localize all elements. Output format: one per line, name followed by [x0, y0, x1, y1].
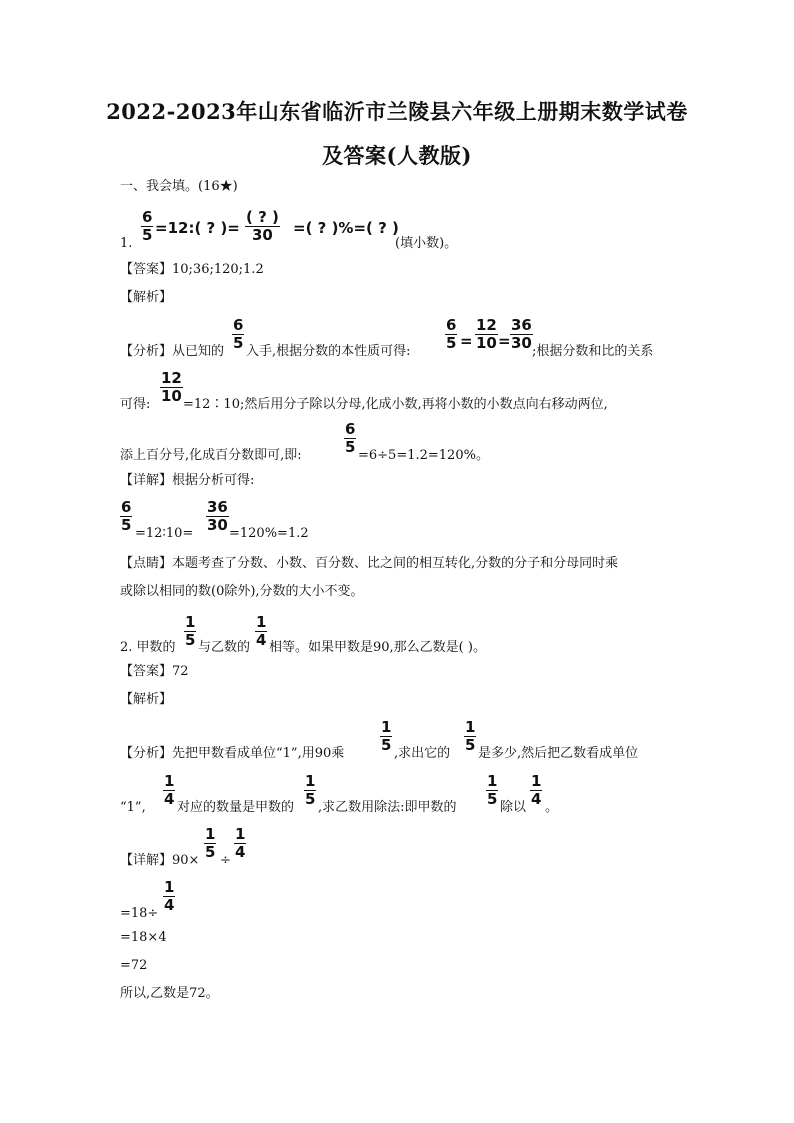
denominator: 10	[476, 334, 497, 352]
denominator: 5	[465, 736, 476, 754]
fraction	[464, 719, 476, 754]
fraction	[206, 499, 229, 534]
q2-analysis-label: 【解析】	[120, 692, 173, 707]
doc-title-line1: 2022-2023年山东省临沂市兰陵县六年级上册期末数学试卷	[106, 99, 688, 124]
q1-detail-text: =120%=1.2	[229, 526, 309, 541]
fraction	[530, 773, 542, 808]
q2-step: =18×4	[120, 930, 167, 945]
q2-analysis-text: 对应的数量是甲数的	[177, 800, 295, 815]
numerator: 1	[185, 613, 196, 631]
q2-stem: 相等。如果甲数是90,那么乙数是( )。	[269, 640, 486, 655]
numerator: 1	[205, 825, 216, 843]
q2-analysis-text: ,求出它的	[394, 746, 451, 761]
numerator: 6	[121, 498, 132, 516]
q1-analysis-label: 【解析】	[120, 290, 173, 305]
denominator: 5	[185, 631, 196, 649]
q1-analysis-text: =12∶10;然后用分子除以分母,化成小数,再将小数的小数点向右移动两位,	[183, 397, 608, 412]
numerator: 1	[164, 878, 175, 896]
denominator: 5	[142, 226, 153, 244]
numerator: 1	[531, 772, 542, 790]
numerator: 6	[345, 420, 356, 438]
q1-answer: 【答案】10;36;120;1.2	[120, 262, 264, 277]
q2-stem: 与乙数的	[198, 640, 251, 655]
numerator: 6	[142, 208, 153, 226]
denominator: 5	[381, 736, 392, 754]
doc-title-line2: 及答案(人教版)	[322, 143, 472, 168]
numerator: ( ? )	[246, 208, 279, 226]
fraction	[486, 773, 498, 808]
fraction	[510, 317, 533, 352]
fraction	[163, 773, 175, 808]
q1-remark: 或除以相同的数(0除外),分数的大小不变。	[120, 584, 364, 599]
q1-analysis-text: =6÷5=1.2=120%。	[358, 448, 489, 463]
fraction	[304, 773, 316, 808]
divide-sign: ÷	[220, 853, 231, 868]
fraction	[232, 317, 244, 352]
numerator: 1	[381, 718, 392, 736]
fraction	[380, 719, 392, 754]
fraction	[255, 614, 267, 649]
fraction	[141, 209, 153, 244]
q1-analysis-text: 可得:	[120, 397, 151, 412]
q1-remark: 【点睛】本题考查了分数、小数、百分数、比之间的相互转化,分数的分子和分母同时乘	[120, 556, 619, 571]
denominator: 5	[121, 516, 132, 534]
q1-detail-text: =12∶10=	[135, 526, 194, 541]
q1-expression-a: =12:( ? )=	[155, 219, 240, 237]
fraction	[204, 826, 216, 861]
q2-stem: 2. 甲数的	[120, 640, 176, 655]
denominator: 30	[511, 334, 532, 352]
q1-note: (填小数)。	[395, 236, 458, 251]
equals-sign: =	[498, 332, 511, 350]
fraction	[184, 614, 196, 649]
q1-number: 1.	[120, 236, 133, 251]
q1-analysis-text: 入手,根据分数的本性质可得:	[246, 344, 411, 359]
denominator: 5	[233, 334, 244, 352]
denominator: 5	[446, 334, 457, 352]
fraction	[344, 421, 356, 456]
numerator: 12	[476, 316, 497, 334]
numerator: 1	[465, 718, 476, 736]
q2-conclusion: 所以,乙数是72。	[120, 986, 219, 1001]
denominator: 5	[345, 438, 356, 456]
numerator: 1	[235, 825, 246, 843]
q1-detail-label: 【详解】根据分析可得:	[120, 473, 255, 488]
denominator: 4	[531, 790, 542, 808]
q1-analysis-text: 【分析】从已知的	[120, 344, 225, 359]
q2-analysis-text: “1”,	[120, 800, 146, 815]
q1-analysis-text: 添上百分号,化成百分数即可,即:	[120, 448, 302, 463]
fraction	[445, 317, 457, 352]
q2-analysis-text: 除以	[500, 800, 527, 815]
denominator: 5	[205, 843, 216, 861]
fraction	[160, 370, 183, 405]
q2-analysis-text: 是多少,然后把乙数看成单位	[478, 746, 639, 761]
numerator: 1	[164, 772, 175, 790]
equals-sign: =	[460, 332, 473, 350]
q2-analysis-text: 【分析】先把甲数看成单位“1”,用90乘	[120, 746, 345, 761]
q1-analysis-text: ;根据分数和比的关系	[532, 344, 654, 359]
numerator: 36	[207, 498, 228, 516]
q2-analysis-text: 。	[545, 800, 559, 815]
denominator: 30	[251, 226, 273, 244]
denominator: 4	[256, 631, 267, 649]
denominator: 4	[164, 790, 175, 808]
numerator: 1	[487, 772, 498, 790]
denominator: 4	[164, 896, 175, 914]
denominator: 10	[161, 387, 182, 405]
fraction	[163, 879, 175, 914]
numerator: 1	[256, 613, 267, 631]
denominator: 4	[235, 843, 246, 861]
fraction	[120, 499, 132, 534]
q2-step: =72	[120, 958, 148, 973]
denominator: 30	[207, 516, 228, 534]
q1-expression-b: =( ? )%=( ? )	[293, 219, 399, 237]
denominator: 5	[487, 790, 498, 808]
fraction	[475, 317, 498, 352]
numerator: 6	[446, 316, 457, 334]
numerator: 6	[233, 316, 244, 334]
numerator: 36	[511, 316, 532, 334]
fraction	[245, 209, 280, 244]
q2-detail-text: 【详解】90×	[120, 853, 200, 868]
numerator: 1	[305, 772, 316, 790]
q2-answer: 【答案】72	[120, 664, 189, 679]
section-heading: 一、我会填。(16★)	[120, 179, 238, 194]
fraction	[234, 826, 246, 861]
denominator: 5	[305, 790, 316, 808]
q2-step: =18÷	[120, 906, 159, 921]
numerator: 12	[161, 369, 182, 387]
q2-analysis-text: ,求乙数用除法:即甲数的	[318, 800, 457, 815]
